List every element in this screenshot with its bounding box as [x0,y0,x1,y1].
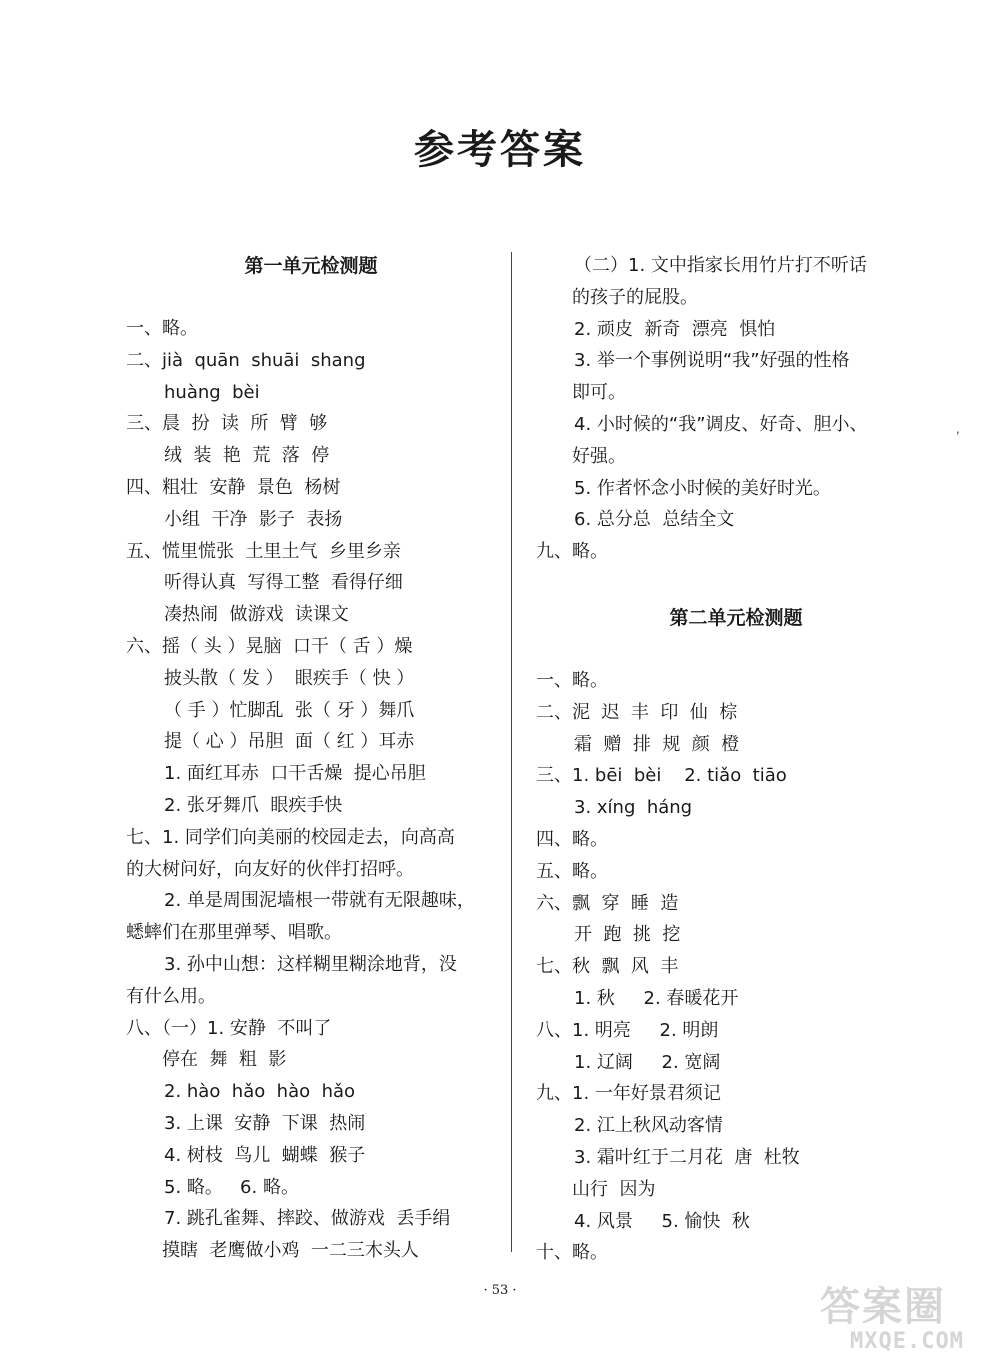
answer-line: 披头散（ 发 ） 眼疾手（ 快 ） [164,667,415,689]
answer-line: 六、摇（ 头 ）晃脑 口干（ 舌 ）燥 [126,635,413,657]
answer-line: 二、jià quān shuāi shang [126,349,366,371]
answer-line: 一、略。 [126,318,198,339]
answer-line: 2. 张牙舞爪 眼疾手快 [164,794,343,816]
answer-line: 凑热闹 做游戏 读课文 [164,604,349,626]
answer-line: 山行 因为 [572,1178,656,1200]
answer-line: 有什么用。 [126,985,216,1007]
watermark-logo [812,1275,992,1359]
answer-line: 提（ 心 ）吊胆 面（ 红 ）耳赤 [164,731,415,753]
answer-line: 一、略。 [536,669,608,691]
answer-line: 九、1. 一年好景君须记 [536,1083,721,1105]
answer-line: 四、粗壮 安静 景色 杨树 [126,476,341,498]
answer-line: 的大树问好，向友好的伙伴打招呼。 [126,858,414,880]
answer-line: 摸瞎 老鹰做小鸡 一二三木头人 [162,1240,419,1262]
answer-line: 3. 孙中山想：这样糊里糊涂地背，没 [164,953,457,975]
answer-line: 五、慌里慌张 土里土气 乡里乡亲 [126,540,401,562]
answer-line: 三、晨 扮 读 所 臂 够 [126,413,328,435]
answer-line: 2. 单是周围泥墙根一带就有无限趣味， [164,890,475,912]
answer-line: 绒 装 艳 荒 落 停 [164,445,330,467]
section-heading-unit1: 第一单元检测题 [244,255,378,277]
section-heading-unit2: 第二单元检测题 [669,606,803,629]
answer-line: 三、1. bēi bèi 2. tiǎo tiāo [536,765,787,787]
answer-line: 七、1. 同学们向美丽的校园走去，向高高 [126,826,455,848]
answer-line: 3. 举一个事例说明“我”好强的性格 [574,350,850,372]
answer-line: 好强。 [572,445,626,467]
answer-line: 5. 作者怀念小时候的美好时光。 [574,477,831,499]
answer-line: 4. 树枝 鸟儿 蝴蝶 猴子 [164,1144,366,1166]
answer-line: （二）1. 文中指家长用竹片打不听话 [574,255,867,276]
answer-line: 即可。 [572,382,626,404]
answer-line: 停在 舞 粗 影 [162,1049,287,1071]
page-title: 参考答案 [414,126,586,173]
answer-line: 1. 面红耳赤 口干舌燥 提心吊胆 [164,763,426,785]
answer-line: 霜 赠 排 规 颜 橙 [574,733,740,755]
answer-line: huàng bèi [164,381,260,403]
answer-line: 4. 风景 5. 愉快 秋 [574,1210,750,1232]
answer-line: 的孩子的屁股。 [572,286,698,308]
answer-line: 7. 跳孔雀舞、摔跤、做游戏 丢手绢 [164,1208,451,1230]
answer-line: 3. 霜叶红于二月花 唐 杜牧 [574,1146,800,1168]
answer-line: 1. 辽阔 2. 宽阔 [574,1051,721,1073]
stray-mark: , [956,422,960,436]
answer-line: 蟋蟀们在那里弹琴、唱歌。 [126,922,342,944]
column-divider [511,252,512,1252]
answer-line: （ 手 ）忙脚乱 张（ 牙 ）舞爪 [164,699,415,721]
answer-line: 4. 小时候的“我”调皮、好奇、胆小、 [574,413,868,435]
left-column [126,250,496,1267]
answer-line: 十、略。 [536,1242,608,1264]
answer-line: 小组 干净 影子 表扬 [164,508,343,530]
answer-line: 二、泥 迟 丰 印 仙 棕 [536,701,738,723]
answer-line: 八、（一）1. 安静 不叫了 [126,1017,332,1039]
answer-line: 2. 顽皮 新奇 漂亮 惧怕 [574,318,776,340]
watermark-text: 答案圈 [820,1284,946,1330]
answer-line: 3. xíng háng [574,797,693,819]
answer-line: 八、1. 明亮 2. 明朗 [536,1019,719,1041]
answer-line: 2. 江上秋风动客情 [574,1115,723,1137]
answer-line: 四、略。 [536,828,608,850]
answer-line: 开 跑 挑 挖 [574,924,681,946]
answer-line: 1. 秋 2. 春暖花开 [574,987,739,1009]
answer-line: 5. 略。 6. 略。 [164,1176,299,1198]
answer-line: 6. 总分总 总结全文 [574,509,735,531]
answer-line: 六、飘 穿 睡 造 [536,892,679,914]
watermark-url: MXQE.COM [850,1329,964,1354]
answer-line: 七、秋 飘 风 丰 [536,956,679,978]
answer-line: 听得认真 写得工整 看得仔细 [164,572,403,594]
answer-line: 2. hào hǎo hào hǎo [164,1081,356,1103]
right-column [536,250,936,1269]
answer-line: 3. 上课 安静 下课 热闹 [164,1112,366,1134]
answer-line: 九、略。 [536,541,608,563]
page-number: · 53 · [483,1283,517,1298]
answer-line: 五、略。 [536,860,608,882]
